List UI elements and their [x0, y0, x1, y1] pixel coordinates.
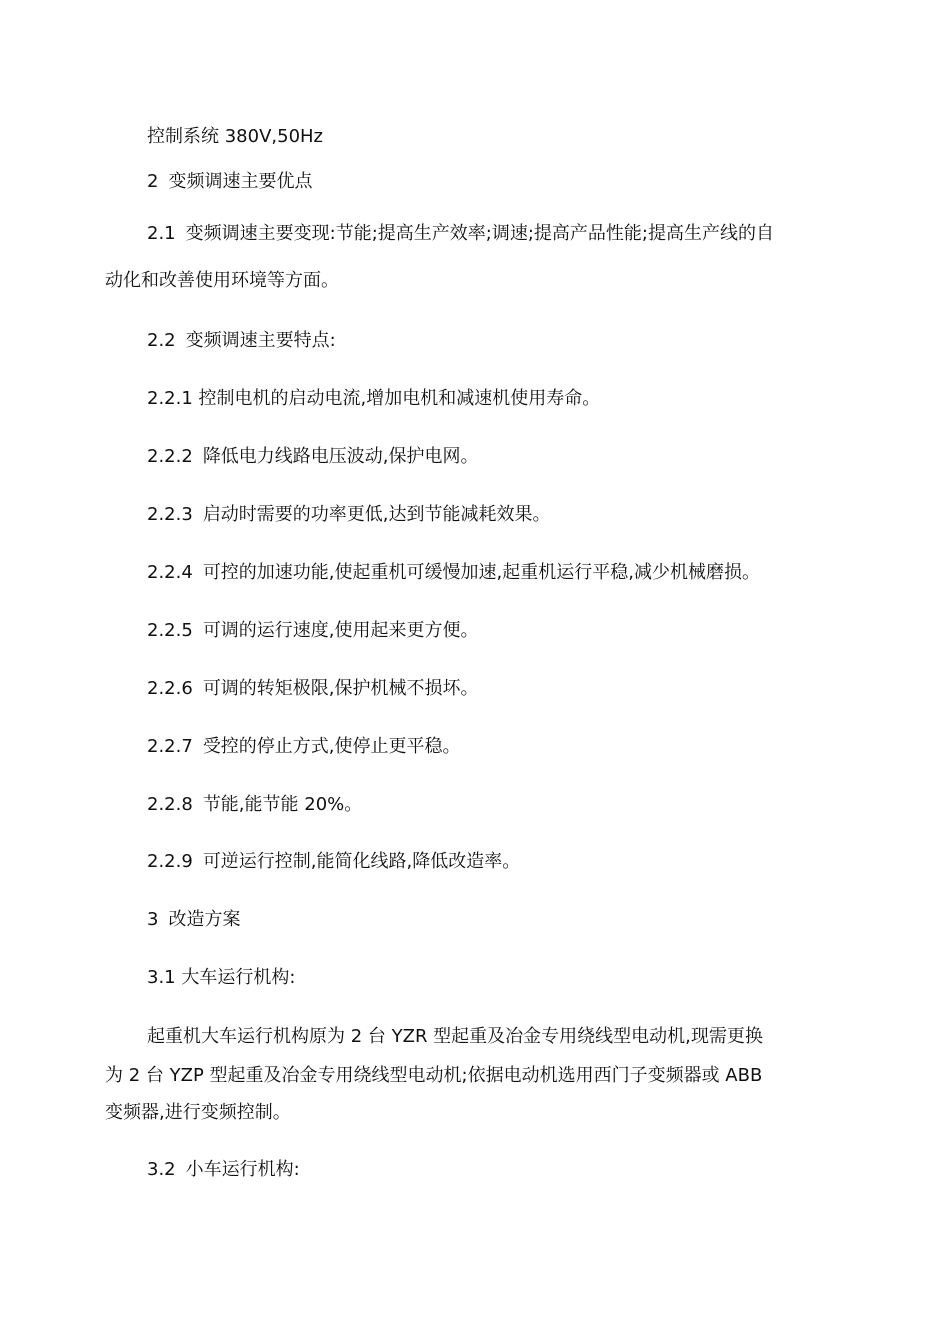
paragraph-text: 起重机大车运行机构原为 2 台 YZR 型起重及冶金专用绕线型电动机,现需更换 [147, 1026, 763, 1047]
list-item-text: 启动时需要的功率更低,达到节能减耗效果。 [202, 504, 551, 525]
list-item-text: 2.2.1 控制电机的启动电流,增加电机和减速机使用寿命。 [147, 388, 601, 409]
list-item-2-2-2 [147, 445, 479, 469]
item-number: 2.2.2 [147, 446, 193, 467]
list-item-2-2-7 [147, 735, 461, 759]
item-number: 2.2.5 [147, 620, 193, 641]
section-number: 2.2 [147, 330, 176, 351]
list-item-2-2-8 [147, 793, 362, 817]
paragraph-text: 变频器,进行变频控制。 [105, 1102, 291, 1123]
section-title: 小车运行机构: [185, 1159, 300, 1180]
section-title: 变频调速主要特点: [185, 330, 336, 351]
section-heading-2 [147, 170, 312, 194]
list-item-text: 节能,能节能 20%。 [202, 794, 363, 815]
section-heading-3 [147, 908, 240, 932]
paragraph-text: 为 2 台 YZP 型起重及冶金专用绕线型电动机;依据电动机选用西门子变频器或 ABB [105, 1065, 763, 1086]
section-heading-3-1 [147, 966, 295, 990]
item-number: 2.2.7 [147, 736, 193, 757]
item-number: 2.2.8 [147, 794, 193, 815]
section-title: 3.1 大车运行机构: [147, 967, 296, 988]
paragraph-2-1-continued [105, 269, 339, 293]
list-item-text: 受控的停止方式,使停止更平稳。 [202, 736, 461, 757]
list-item-2-2-1 [147, 387, 600, 411]
section-title: 变频调速主要优点 [168, 171, 313, 192]
item-number: 2.2.3 [147, 504, 193, 525]
paragraph-2-1 [147, 222, 774, 246]
item-number: 2.2.4 [147, 562, 193, 583]
list-item-2-2-6 [147, 677, 479, 701]
list-item-text: 降低电力线路电压波动,保护电网。 [202, 446, 479, 467]
paragraph-text: 变频调速主要变现:节能;提高生产效率;调速;提高产品性能;提高生产线的自 [185, 223, 774, 244]
section-number: 2.1 [147, 223, 176, 244]
control-system-spec [147, 125, 323, 149]
list-item-text: 可控的加速功能,使起重机可缓慢加速,起重机运行平稳,减少机械磨损。 [202, 562, 760, 583]
list-item-2-2-9 [147, 850, 520, 874]
list-item-2-2-4 [147, 561, 760, 585]
paragraph-3-1-line-2 [105, 1064, 762, 1088]
paragraph-text: 动化和改善使用环境等方面。 [105, 270, 339, 291]
section-heading-3-2 [147, 1158, 300, 1182]
paragraph-3-1-line-3 [105, 1101, 291, 1125]
section-number: 2 [147, 171, 159, 192]
list-item-text: 可逆运行控制,能简化线路,降低改造率。 [202, 851, 521, 872]
section-title: 改造方案 [168, 909, 241, 930]
list-item-2-2-3 [147, 503, 551, 527]
section-number: 3 [147, 909, 159, 930]
paragraph-3-1-line-1 [147, 1025, 763, 1049]
section-number: 3.2 [147, 1159, 176, 1180]
item-number: 2.2.9 [147, 851, 193, 872]
line-text: 控制系统 380V,50Hz [147, 126, 324, 147]
list-item-text: 可调的运行速度,使用起来更方便。 [202, 620, 479, 641]
list-item-2-2-5 [147, 619, 479, 643]
section-heading-2-2 [147, 329, 336, 353]
list-item-text: 可调的转矩极限,保护机械不损坏。 [202, 678, 479, 699]
item-number: 2.2.6 [147, 678, 193, 699]
